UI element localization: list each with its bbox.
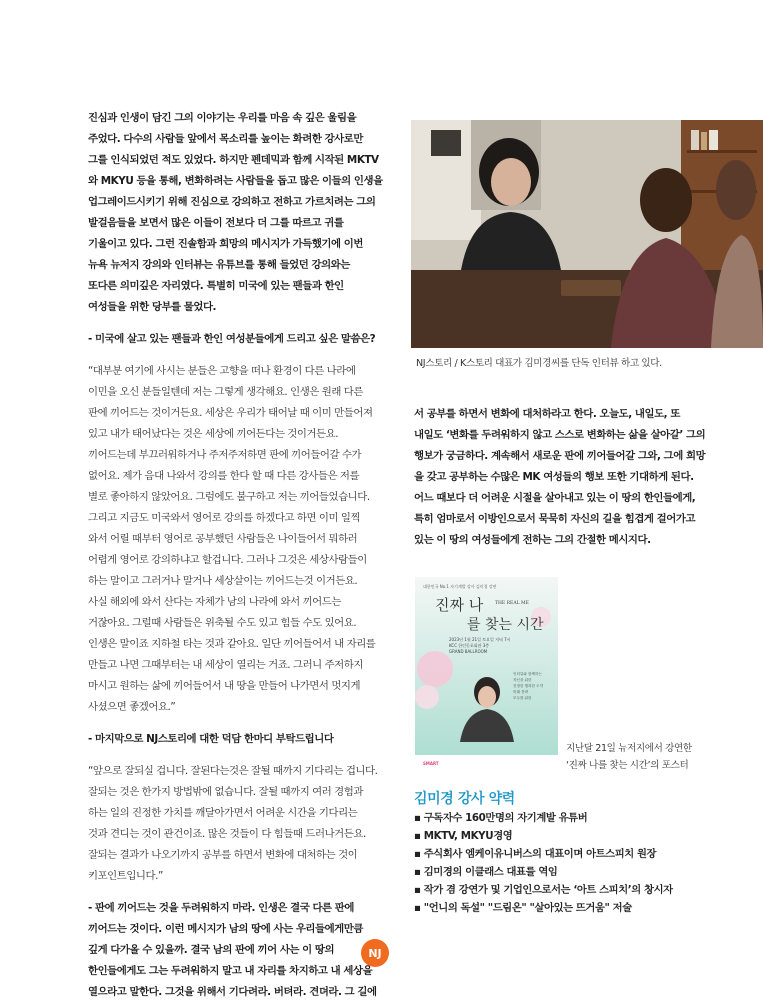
- left-paragraph: [88, 761, 388, 887]
- text-line: 이민을 오신 분들일텐데 저는 그렇게 생각해요. 인생은 원래 다른: [88, 386, 363, 398]
- text-line: 어렵게 영어로 강의하냐고 할겁니다. 그러나 그것은 세상사람들이: [88, 554, 367, 566]
- text-line: 깊게 다가올 수 있을까. 결국 남의 판에 끼어 사는 이 땅의: [88, 944, 335, 956]
- poster-detail-line: 2023년 1월 21일 토요일 저녁 7시: [449, 637, 511, 642]
- poster-side-line: 진정한 행복한 도약: [513, 684, 544, 688]
- text-line: 인생은 말이죠 지하철 타는 것과 같아요. 일단 끼어들어서 내 자리를: [88, 638, 376, 650]
- text-line: - 미국에 살고 있는 팬들과 한인 여성분들에게 드리고 싶은 말씀은?: [88, 333, 376, 345]
- text-line: 없어요. 제가 음대 나와서 강의를 한다 할 때 다른 강사들은 저를: [88, 470, 360, 482]
- bio-item: ▪ "언니의 독설" "드림온" "살아있는 뜨거움" 저술: [414, 899, 754, 917]
- text-line: 것과 견디는 것이 관건이죠. 많은 것들이 다 힘들때 드러나거든요.: [88, 828, 366, 840]
- poster-side-line: 모두를 위한: [513, 696, 532, 700]
- text-line: 어느 때보다 더 어려운 시절을 살아내고 있는 이 땅의 한인들에게,: [414, 492, 696, 504]
- text-line: 거잖아요. 그럴때 사람들은 위축될 수도 있고 힘들 수도 있어요.: [88, 617, 357, 629]
- bio-list: [414, 809, 754, 917]
- photo-caption: NJ스토리 / K스토리 대표가 김미경씨를 단독 인터뷰 하고 있다.: [416, 358, 662, 369]
- left-paragraph: [88, 898, 388, 1003]
- text-line: 잘되는 것은 한가지 방법밖에 없습니다. 잘될 때까지 여러 경험과: [88, 786, 363, 798]
- text-line: 끼어드는 것이다. 이런 메시지가 남의 땅에 사는 우리들에게만큼: [88, 923, 363, 935]
- poster-title-line1: 진짜 나: [435, 596, 484, 614]
- text-line: 주었다. 다수의 사람들 앞에서 목소리를 높이는 화려한 강사로만: [88, 133, 363, 145]
- text-line: 열으라고 말한다. 그것을 위해서 기다려라. 버텨라. 견뎌라. 그 길에: [88, 986, 377, 998]
- bio-item: ▪ 김미경의 이클래스 대표를 역임: [414, 863, 754, 881]
- text-line: 하는 말이고 그러거나 말거나 세상살이는 끼어드는것 이거든요.: [88, 575, 358, 587]
- text-line: 업그레이드시키기 위해 진심으로 강의하고 전하고 가르치려는 그의: [88, 196, 376, 208]
- text-line: - 마지막으로 NJ스토리에 대한 덕담 한마디 부탁드립니다: [88, 733, 334, 745]
- text-line: 별로 좋아하지 않았어요. 그럼에도 불구하고 저는 끼어들었습니다.: [88, 491, 370, 503]
- bio-item: ▪ MKTV, MKYU경영: [414, 827, 754, 845]
- text-line: 키포인트입니다.”: [88, 870, 163, 882]
- left-paragraph: [88, 729, 388, 750]
- text-line: 을 갖고 공부하는 수많은 MK 여성들의 행보 또한 기대하게 된다.: [414, 471, 694, 483]
- interview-photo-illustration: [411, 120, 763, 348]
- left-paragraph: [88, 329, 388, 350]
- interview-photo: [411, 120, 763, 348]
- article-left-column: [88, 108, 388, 1003]
- poster-caption: [566, 740, 736, 774]
- text-line: 진심과 인생이 담긴 그의 이야기는 우리를 마음 속 깊은 울림을: [88, 112, 357, 124]
- text-line: 잘되는 결과가 나오기까지 공부를 하면서 변화에 대처하는 것이: [88, 849, 358, 861]
- text-line: 서 공부를 하면서 변화에 대처하라고 한다. 오늘도, 내일도, 또: [414, 408, 680, 420]
- text-line: 마시고 원하는 삶에 끼어들어서 내 땅을 만들어 나가면서 멋지게: [88, 680, 361, 692]
- text-line: 행보가 궁금하다. 계속해서 새로운 판에 끼어들어갈 그와, 그에 희망: [414, 450, 706, 462]
- poster-graphic: [415, 577, 558, 770]
- lecture-poster: [415, 577, 558, 770]
- poster-detail-line: KCC 한인동포회관 3층: [449, 643, 490, 648]
- text-line: - 판에 끼어드는 것을 두려워하지 마라. 인생은 결국 다른 판에: [88, 902, 354, 914]
- text-line: 만들고 나면 그때부터는 내 세상이 열리는 거죠. 그러니 주저하지: [88, 659, 363, 671]
- right-paragraph: [414, 404, 714, 551]
- text-line: 특히 엄마로서 이방인으로서 묵묵히 자신의 길을 힘겹게 걸어가고: [414, 513, 696, 525]
- text-line: 또다른 의미깊은 자리였다. 특별히 미국에 있는 팬들과 한인: [88, 280, 344, 292]
- poster-detail-line: GRAND BALLROOM: [449, 649, 488, 654]
- article-right-column: [414, 404, 714, 551]
- poster-footer: SMART: [423, 761, 439, 766]
- text-line: 끼어드는데 부끄러워하거나 주저주저하면 판에 끼어들어갈 수가: [88, 449, 362, 461]
- text-line: 뉴욕 뉴저지 강의와 인터뷰는 유튜브를 통해 들었던 강의와는: [88, 259, 350, 271]
- poster-title-line2: 를 찾는 시간: [467, 617, 544, 633]
- left-paragraph: [88, 361, 388, 718]
- poster-title-en: THE REAL ME: [495, 601, 529, 606]
- poster-caption-line: 지난달 21일 뉴저지에서 강연한: [566, 743, 692, 754]
- text-line: 그리고 지금도 미국와서 영어로 강의를 하겠다고 하면 이미 일찍: [88, 512, 361, 524]
- text-line: 그를 인식되었던 적도 있었다. 하지만 펜데믹과 함께 시작된 MKTV: [88, 154, 379, 166]
- poster-caption-line: ‘진짜 나를 찾는 시간’의 포스터: [566, 760, 689, 771]
- text-line: 사실 해외에 와서 산다는 자체가 남의 나라에 와서 끼어드는: [88, 596, 341, 608]
- text-line: 판에 끼어드는 것이거든요. 세상은 우리가 태어날 때 이미 만들어져: [88, 407, 373, 419]
- text-line: 여성들을 위한 당부를 물었다.: [88, 301, 217, 313]
- text-line: 있는 이 땅의 여성들에게 전하는 그의 간절한 메시지다.: [414, 534, 651, 546]
- poster-side-line: 자신을 위한: [513, 678, 532, 682]
- left-paragraph: [88, 108, 388, 318]
- text-line: 와 MKYU 등을 통해, 변화하려는 사람들을 돕고 많은 이들의 인생을: [88, 175, 383, 187]
- text-line: “앞으로 잘되실 겁니다. 잘된다는것은 잘될 때까지 기다리는 겁니다.: [88, 765, 378, 777]
- poster-subtitle: 대한민국 No.1 자기계발 강사 김미경 강연: [423, 584, 497, 589]
- bio-item: ▪ 구독자수 160만명의 자기계발 유튜버: [414, 809, 754, 827]
- text-line: 와서 어릴 때부터 영어로 공부했던 사람들은 나이들어서 뭐하러: [88, 533, 358, 545]
- text-line: 있고 내가 태어났다는 것은 세상에 끼어든다는 것이거든요.: [88, 428, 339, 440]
- bio-item: ▪ 주식회사 엠케이유니버스의 대표이며 아트스피치 원장: [414, 845, 754, 863]
- poster-side-line: 인터뷰와 함께하는: [513, 672, 542, 676]
- text-line: 사셨으면 좋겠어요.”: [88, 701, 176, 713]
- text-line: 하는 일의 진정한 가치를 깨달아가면서 어려운 시간을 기다리는: [88, 807, 358, 819]
- text-line: “대부분 여기에 사시는 분들은 고향을 떠나 환경이 다른 나라에: [88, 365, 356, 377]
- text-line: 내일도 ‘변화를 두려워하지 않고 스스로 변화하는 삶을 살아갈’ 그의: [414, 429, 706, 441]
- bio-item: ▪ 작가 겸 강연가 및 기업인으로서는 ‘아트 스피치’의 창시자: [414, 881, 754, 899]
- text-line: 한인들에게도 그는 두려워하지 말고 내 자리를 차지하고 내 세상을: [88, 965, 373, 977]
- text-line: 발걸음들을 보면서 많은 이들이 전보다 더 그를 따르고 귀를: [88, 217, 344, 229]
- page-badge: NJ: [361, 939, 389, 967]
- poster-side-line: 미래 전략: [513, 690, 529, 694]
- text-line: 기울이고 있다. 그런 진솔함과 희망의 메시지가 가득했기에 이번: [88, 238, 363, 250]
- bio-title: 김미경 강사 약력: [414, 791, 515, 807]
